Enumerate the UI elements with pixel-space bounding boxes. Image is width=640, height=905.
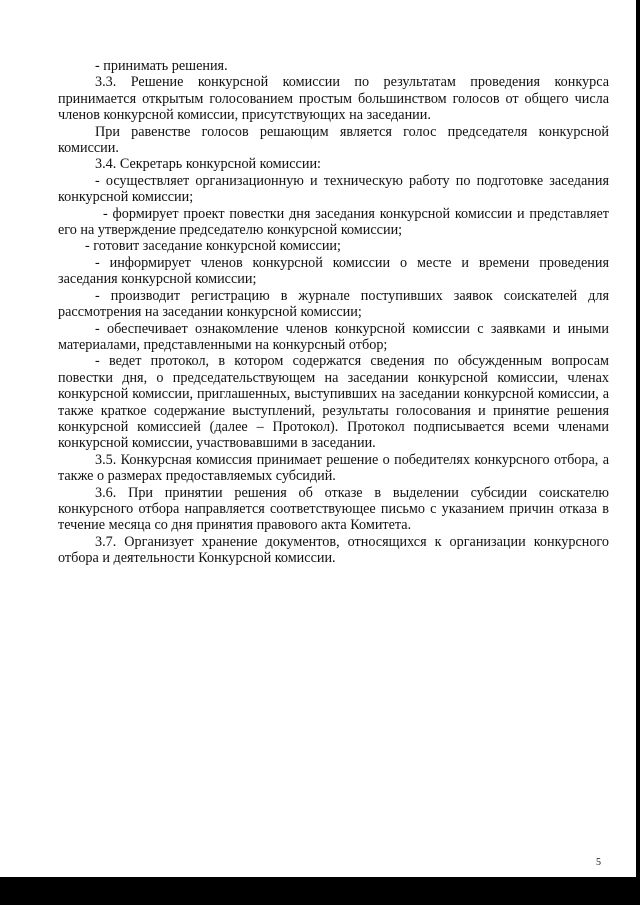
paragraph-secretary-prepares: - готовит заседание конкурсной комиссии; — [85, 238, 341, 255]
paragraph-3-7: 3.7. Организует хранение документов, относящихся к организации конкурсного отбора и деятельности Конкурсной комиссии. — [58, 533, 609, 567]
scan-border-bottom — [0, 877, 640, 905]
paragraph-make-decisions: - принимать решения. — [95, 58, 228, 74]
paragraph-3-6: 3.6. При принятии решения об отказе в выделении субсидии соискателю конкурсного отбора направляется соответствующее письмо с указанием причин отказа в течение месяца со дня принятия правового акта Комитета. — [58, 484, 609, 534]
paragraph-secretary-organizes: - осуществляет организационную и техническую работу по подготовке заседания конкурсной комиссии; — [58, 172, 609, 206]
page-number: 5 — [596, 857, 601, 868]
paragraph-3-4: 3.4. Секретарь конкурсной комиссии: — [95, 156, 321, 173]
paragraph-3-3: 3.3. Решение конкурсной комиссии по результатам проведения конкурса принимается открытым голосованием простым большинством голосов от общего числа членов конкурсной комиссии, присутствующих на заседании. — [58, 74, 609, 124]
paragraph-tie-vote: При равенстве голосов решающим является голос председателя конкурсной комиссии. — [58, 123, 609, 157]
paragraph-secretary-informs: - информирует членов конкурсной комиссии о месте и времени проведения заседания конкурсной комиссии; — [58, 254, 609, 288]
paragraph-3-5: 3.5. Конкурсная комиссия принимает решение о победителях конкурсного отбора, а также о размерах предоставляемых субсидий. — [58, 451, 609, 485]
paragraph-secretary-protocol: - ведет протокол, в котором содержатся сведения по обсужденным вопросам повестки дня, о председательствующем на заседании конкурсной комиссии, членах конкурсной комиссии, приглашенных, выступивших на заседании конкурсной комиссии, а также краткое содержание выступлений, результаты голосования и принятие решения конкурсной комиссией (далее – Протокол). Протокол подписывается всеми членами конкурсной комиссии, участвовавшими в заседании. — [58, 353, 609, 452]
scan-edge-right — [636, 0, 640, 905]
document-text — [58, 58, 609, 567]
paragraph-secretary-registers: - производит регистрацию в журнале поступивших заявок соискателей для рассмотрения на заседании конкурсной комиссии; — [58, 287, 609, 321]
paragraph-secretary-acquaints: - обеспечивает ознакомление членов конкурсной комиссии с заявками и иными материалами, представленными на конкурсный отбор; — [58, 320, 609, 353]
paragraph-secretary-agenda: - формирует проект повестки дня заседания конкурсной комиссии и представляет его на утверждение председателю конкурсной комиссии; — [58, 205, 609, 239]
